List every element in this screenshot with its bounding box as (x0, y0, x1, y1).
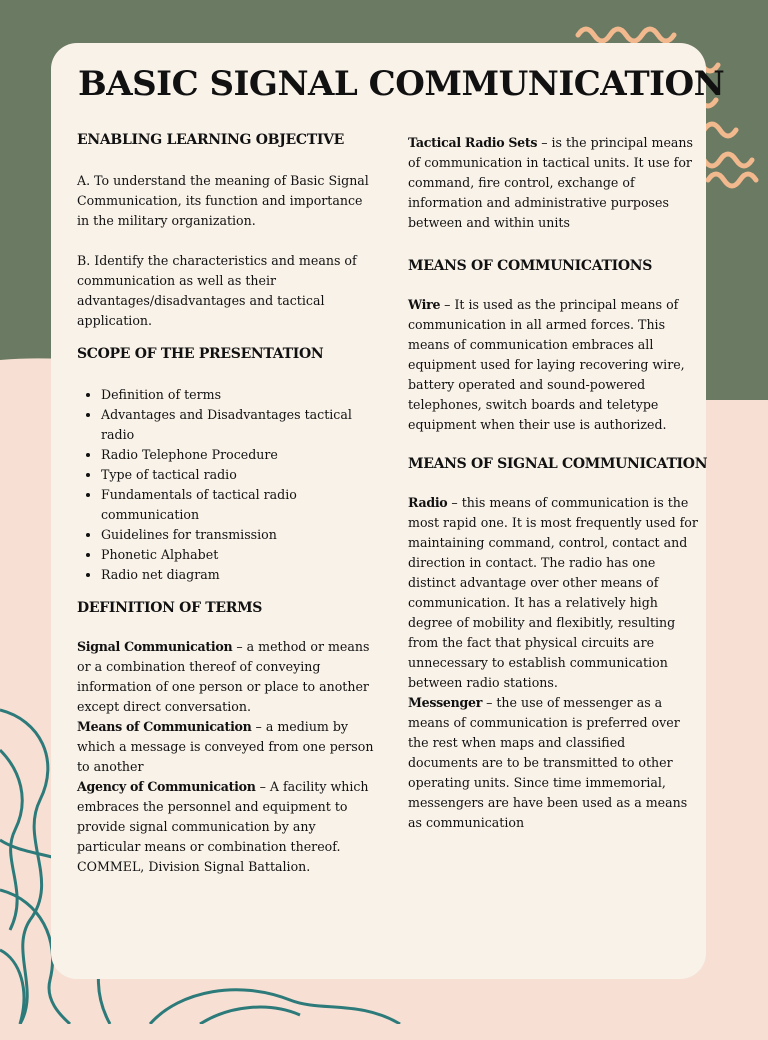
objective-a: A. To understand the meaning of Basic Signal Communication, its function and importance in the military organization. (77, 173, 369, 228)
list-item: • Advantages and Disadvantages tactical radio (101, 405, 377, 445)
list-item: • Fundamentals of tactical radio communication (101, 485, 377, 525)
definition-text: – A facility which embraces the personnel and equipment to provide signal communication by any particular means or combination thereof. COMMEL, Division Signal Battalion. (77, 779, 369, 874)
list-item: • Radio net diagram (101, 565, 377, 585)
objectives-heading: ENABLING LEARNING OBJECTIVE (77, 132, 345, 148)
definition-means (77, 717, 377, 777)
scope-heading: SCOPE OF THE PRESENTATION (77, 346, 324, 362)
term-signal-communication: Signal Communication (77, 639, 233, 654)
definition-text: – a method or means or a combination thereof of conveying information of one person or place to another except direct conversation. (77, 639, 370, 714)
means-signal-heading: MEANS OF SIGNAL COMMUNICATION (408, 456, 708, 472)
definition-text: – a medium by which a message is conveyed from one person to another (77, 719, 374, 774)
radio-paragraph (408, 493, 698, 693)
definition-agency (77, 777, 377, 877)
term-messenger: Messenger (408, 695, 483, 710)
definition-signal (77, 637, 377, 717)
objective-b: B. Identify the characteristics and means of communication as well as their advantages/disadvantages and tactical application. (77, 253, 357, 328)
list-item: • Type of tactical radio (101, 465, 377, 485)
term-tactical-radio-sets: Tactical Radio Sets (408, 135, 538, 150)
right-column (408, 133, 708, 833)
left-column (77, 129, 377, 877)
page-title: BASIC SIGNAL COMMUNICATION (78, 64, 725, 104)
list-item: • Phonetic Alphabet (101, 545, 377, 565)
definition-text: – the use of messenger as a means of communication is preferred over the rest when maps and classified documents are to be transmitted to other operating units. Since time immemorial, messengers are have been used as a means as communication (408, 695, 688, 830)
term-wire: Wire (408, 297, 441, 312)
definition-text: – this means of communication is the most rapid one. It is most frequently used for maintaining command, control, contact and direction in contact. The radio has one distinct advantage over other means of communication. It has a relatively high degree of mobility and flexibitly, resulting from the fact that physical circuits are unnecessary to establish communication between radio stations. (408, 495, 698, 690)
term-means-of-communication: Means of Communication (77, 719, 252, 734)
definitions-heading: DEFINITION OF TERMS (77, 600, 263, 616)
means-communications-heading: MEANS OF COMMUNICATIONS (408, 258, 653, 274)
list-item: • Guidelines for transmission (101, 525, 377, 545)
definition-text: – It is used as the principal means of communication in all armed forces. This means of communication embraces all equipment used for laying recovering wire, battery operated and sound-powered telephones, switch boards and teletype equipment when their use is authorized. (408, 297, 685, 432)
tactical-radio-sets (408, 133, 698, 233)
definition-text: – is the principal means of communication in tactical units. It use for command, fire control, exchange of information and administrative purposes between and within units (408, 135, 694, 230)
term-radio: Radio (408, 495, 448, 510)
scope-list (77, 385, 377, 585)
wire-paragraph (408, 295, 698, 435)
list-item: • Radio Telephone Procedure (101, 445, 377, 465)
messenger-paragraph (408, 693, 698, 833)
term-agency-of-communication: Agency of Communication (77, 779, 256, 794)
list-item: • Definition of terms (101, 385, 377, 405)
